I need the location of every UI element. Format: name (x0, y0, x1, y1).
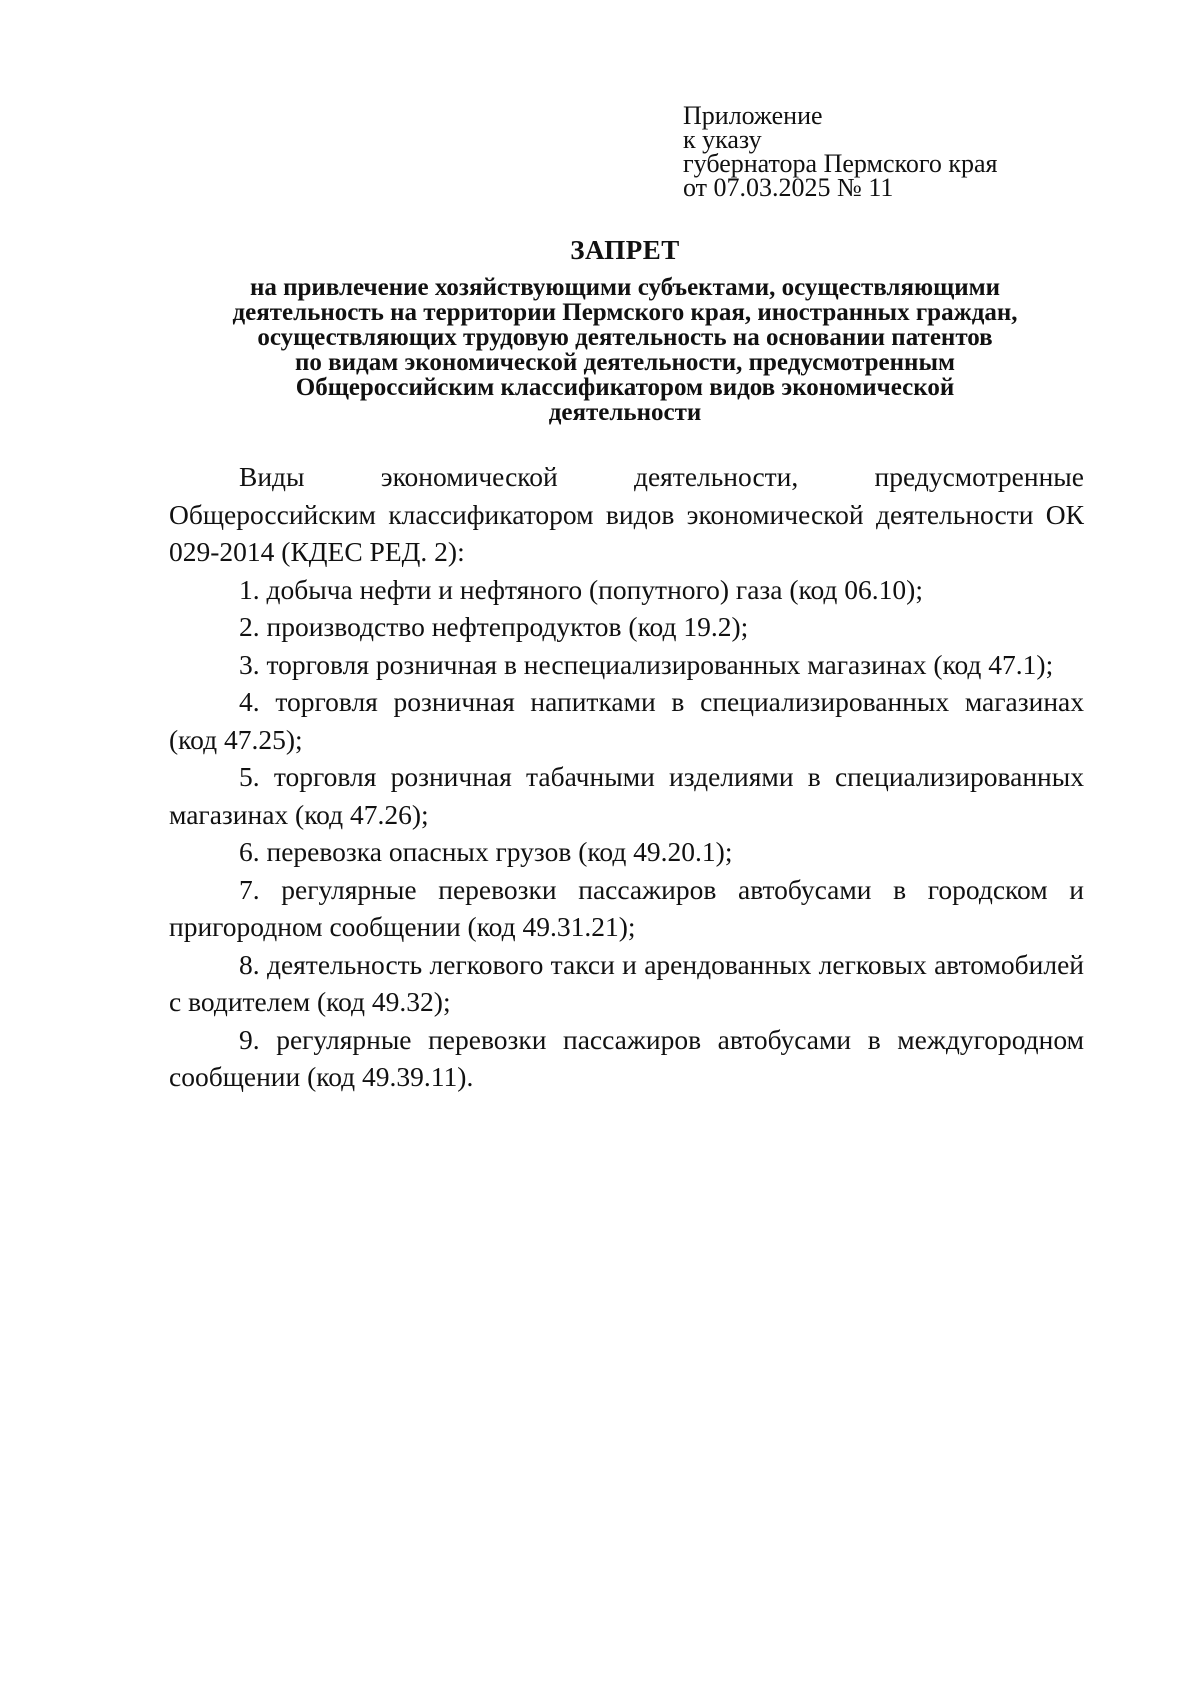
subtitle-line: деятельности (548, 399, 702, 426)
list-item: 4. торговля розничная напитками в специализированных магазинах (код 47.25); (169, 686, 1084, 755)
list-item: 7. регулярные перевозки пассажиров автобусами в городском и пригородном сообщении (код 49.31.21); (169, 873, 1084, 942)
appendix-line: губернатора Пермского края (683, 149, 998, 178)
subtitle-line: деятельность на территории Пермского края, иностранных граждан, (232, 299, 1018, 326)
list-item: 3. торговля розничная в неспециализированных магазинах (код 47.1); (239, 648, 1054, 680)
document-body (169, 458, 1084, 1096)
subtitle-line: осуществляющих трудовую деятельность на основании патентов (257, 324, 993, 351)
list-item: 2. производство нефтепродуктов (код 19.2); (239, 611, 749, 642)
list-item: 5. торговля розничная табачными изделиями в специализированных магазинах (код 47.26); (169, 761, 1084, 830)
appendix-line: к указу (683, 125, 762, 154)
appendix-line: Приложение (683, 101, 823, 130)
subtitle-line: на привлечение хозяйствующими субъектами, осуществляющими (249, 274, 1001, 301)
list-item: 1. добыча нефти и нефтяного (попутного) газа (код 06.10); (239, 573, 923, 605)
appendix-date-number: от 07.03.2025 № 11 (683, 173, 894, 202)
list-item: 6. перевозка опасных грузов (код 49.20.1); (239, 836, 733, 867)
subtitle-line: Общероссийским классификатором видов экономической (295, 374, 955, 401)
list-item: 8. деятельность легкового такси и арендованных легковых автомобилей с водителем (код 49.32); (169, 948, 1084, 1017)
appendix-reference (683, 101, 1103, 202)
list-item: 9. регулярные перевозки пассажиров автобусами в междугородном сообщении (код 49.39.11). (169, 1023, 1084, 1092)
intro-paragraph: Виды экономической деятельности, предусмотренные Общероссийским классификатором видов экономической деятельности ОК 029-2014 (КДЕС РЕД. 2): (169, 461, 1084, 567)
subtitle-line: по видам экономической деятельности, предусмотренным (295, 349, 955, 376)
document-title: ЗАПРЕТ (570, 235, 680, 265)
document-subtitle (170, 275, 1080, 425)
